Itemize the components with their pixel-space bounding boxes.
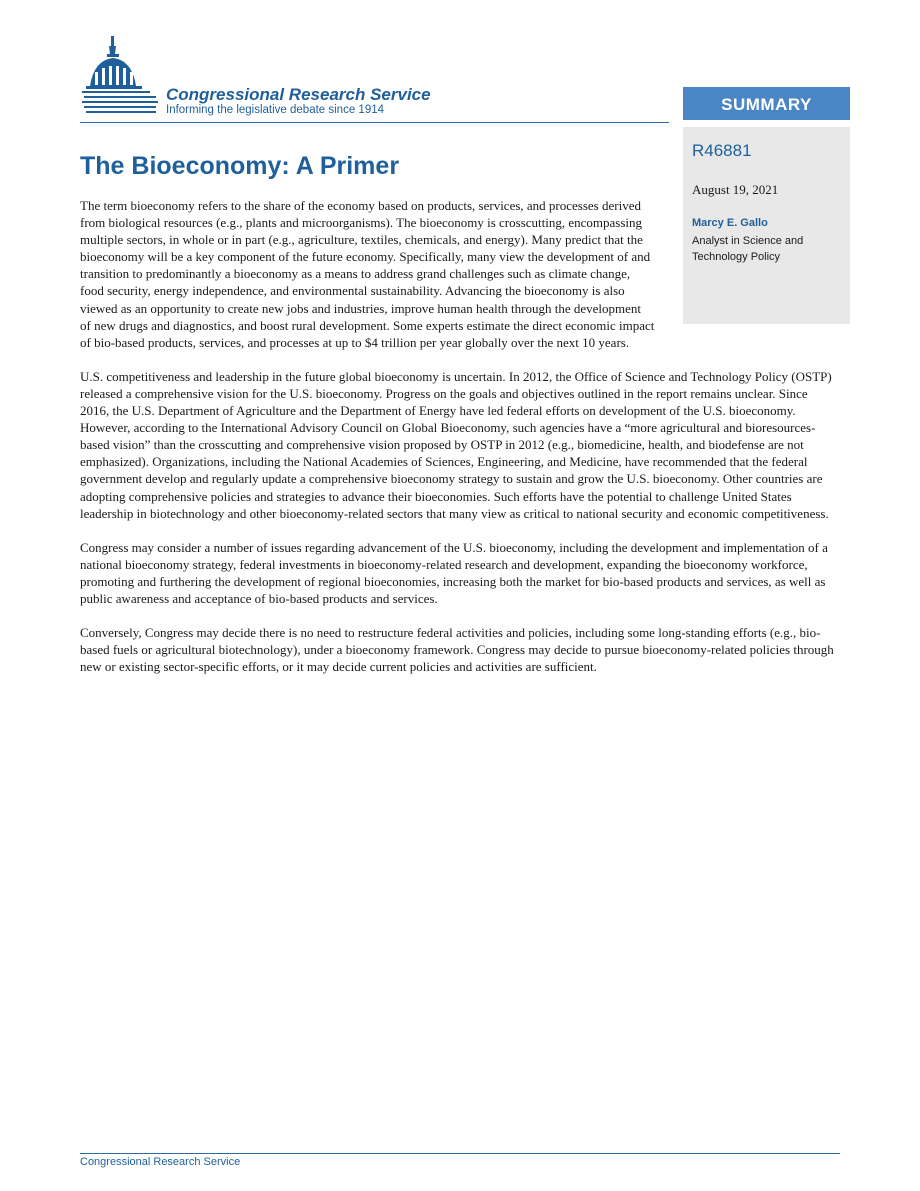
report-date: August 19, 2021 — [692, 182, 779, 197]
crs-logo — [80, 34, 480, 124]
footer-divider — [80, 1153, 840, 1154]
capitol-dome-icon — [80, 34, 160, 126]
summary-banner: SUMMARY — [683, 87, 850, 120]
paragraph: Conversely, Congress may decide there is no need to restructure federal activities and policies, including some long-standing efforts (e.g., bio-based fuels or agricultural biotechnology), under a bioeconomy framework. Congress may decide to pursue bioeconomy-related policies through new or existing sector-specific efforts, or it may decide current policies and activities are sufficient. — [80, 625, 834, 675]
author-title: Analyst in Science and Technology Policy — [692, 235, 804, 263]
org-name: Congressional Research Service — [166, 85, 431, 104]
org-tagline: Informing the legislative debate since 1914 — [166, 104, 385, 116]
page-title: The Bioeconomy: A Primer — [80, 152, 400, 180]
paragraph: The term bioeconomy refers to the share of the economy based on products, services, and processes derived from biological resources (e.g., plants and microorganisms). The bioeconomy is crosscutting, encompassing multiple sectors, in whole or in part (e.g., agriculture, textiles, chemicals, and energy). Many predict that the bioeconomy will be a key component of the future economy. Specifically, many view the development of and transition to predominantly a bioeconomy as a means to address grand challenges such as climate change, food security, energy independence, and environmental sustainability. Advancing the bioeconomy is also viewed as an opportunity to create new jobs and industries, improve human health through the development of new drugs and diagnostics, and boost rural development. Some experts estimate the direct economic impact of bio-based products, services, and processes at up to $4 trillion per year globally over the next 10 years. — [80, 198, 655, 350]
report-number: R46881 — [692, 141, 752, 160]
paragraph: U.S. competitiveness and leadership in the future global bioeconomy is uncertain. In 2012, the Office of Science and Technology Policy (OSTP) released a comprehensive vision for the U.S. bioeconomy. Progress on the goals and objectives outlined in the report remains unclear. Since 2016, the U.S. Department of Agriculture and the Department of Energy have led federal efforts on development of the U.S. bioeconomy. However, according to the International Advisory Council on Global Bioeconomy, such agencies have a “more agricultural and bioresources-based vision” than the crosscutting and comprehensive vision proposed by OSTP in 2012 (e.g., biomedicine, health, and biodefense are not emphasized). Organizations, including the National Academies of Sciences, Engineering, and Medicine, have recommended that the federal government develop and regularly update a comprehensive bioeconomy strategy to sustain and grow the U.S. bioeconomy. Other countries are adopting comprehensive policies and strategies to advance their bioeconomies. Such efforts have the potential to challenge United States leadership in biotechnology and other bioeconomy-related sectors that many view as critical to national security and economic competitiveness. — [80, 368, 832, 521]
paragraph: Congress may consider a number of issues regarding advancement of the U.S. bioeconomy, including the development and implementation of a national bioeconomy strategy, federal investments in bioeconomy-related research and development, expanding the bioeconomy workforce, promoting and furthering the development of regional bioeconomies, increasing both the market for bio-based products and services, as well as public awareness and acceptance of bio-based products and services. — [80, 539, 828, 606]
summary-body — [80, 197, 840, 692]
footer-org-name: Congressional Research Service — [80, 1156, 241, 1168]
author-name: Marcy E. Gallo — [692, 217, 768, 229]
header-divider — [80, 122, 669, 123]
